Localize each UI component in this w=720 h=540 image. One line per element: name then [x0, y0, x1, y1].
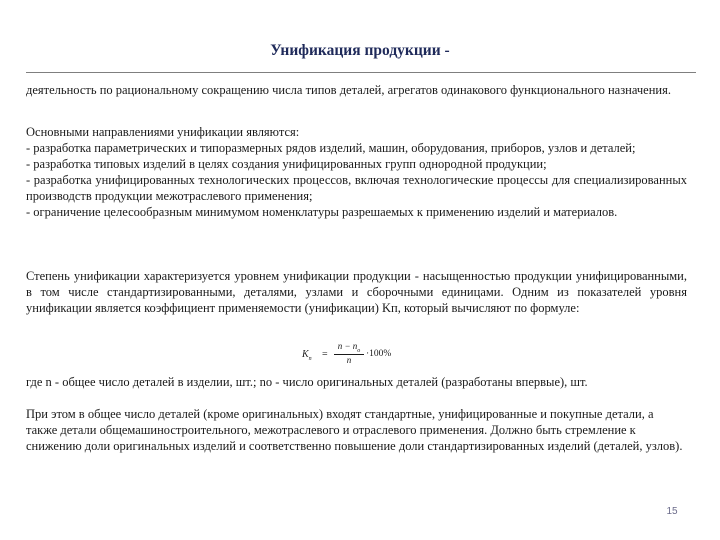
note-paragraph: При этом в общее число деталей (кроме оригинальных) входят стандартные, унифицированные и покупные детали, а также детали общемашиностроительного, межотраслевого и отраслевого применения. Должно быть стремление к снижению доли оригинальных изделий и соответственно повышение доли стандартизированных изделий (деталей, узлов). [26, 407, 683, 453]
direction-item: - разработка типовых изделий в целях создания унифицированных групп однородной продукции; [26, 157, 547, 171]
where-paragraph: где n - общее число деталей в изделии, шт.; nо - число оригинальных деталей (разработаны впервые), шт. [26, 375, 588, 389]
title-divider [26, 72, 696, 73]
direction-item: - разработка унифицированных технологических процессов, включая технологические процессы для специализированных производств продукции межотраслевого применения; [26, 173, 687, 203]
formula-lhs [302, 349, 312, 362]
formula-equals: = [322, 349, 328, 360]
formula-multiplier: ·100% [366, 349, 392, 359]
direction-item: - разработка параметрических и типоразмерных рядов изделий, машин, оборудования, приборов, узлов и деталей; [26, 141, 636, 155]
formula-lhs-subscript: п [308, 356, 312, 362]
unification-formula [302, 343, 412, 367]
directions-intro: Основными направлениями унификации являются: [26, 125, 300, 139]
formula-numerator-subscript: o [357, 347, 361, 354]
definition-paragraph: деятельность по рациональному сокращению числа типов деталей, агрегатов одинакового функционального назначения. [26, 83, 671, 97]
formula-numerator-main: n − n [337, 341, 358, 351]
formula-numerator [334, 341, 364, 354]
directions-block [26, 124, 687, 220]
slide-title: Унификация продукции - [270, 42, 450, 59]
degree-paragraph: Степень унификации характеризуется уровнем унификации продукции - насыщенностью продукции унифицированными, в том числе стандартизированными, деталями, узлами и сборочными единицами. Одним из показателей уровня унификации является коэффициент применяемости (унификации) Kп, который вычисляют по формуле: [26, 269, 687, 315]
formula-lhs-symbol: K [302, 349, 309, 360]
formula-denominator: n [346, 355, 352, 365]
direction-item: - ограничение целесообразным минимумом номенклатуры разрешаемых к применению изделий и материалов. [26, 205, 618, 219]
page-number: 15 [666, 506, 678, 517]
